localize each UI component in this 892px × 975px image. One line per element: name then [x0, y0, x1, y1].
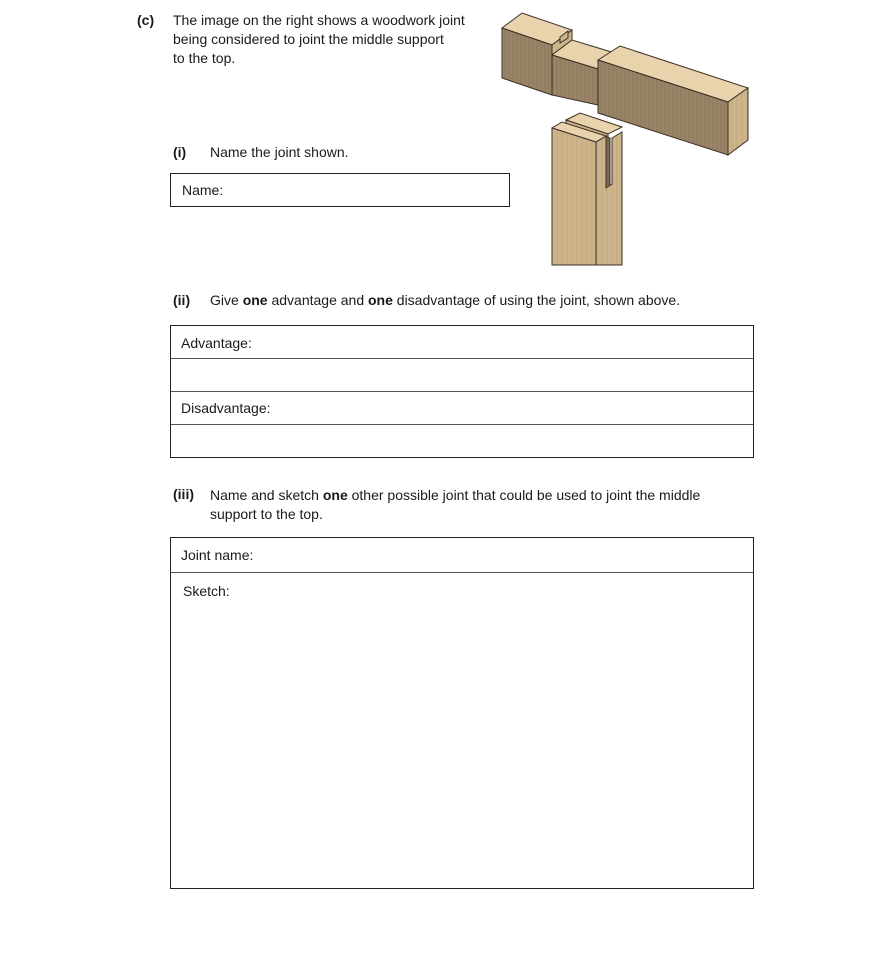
part-iii-label: (iii) [173, 486, 194, 502]
intro-line-1: The image on the right shows a woodwork joint [173, 12, 465, 28]
part-iii-question: Name and sketch one other possible joint that could be used to joint the middle support to the top. [210, 487, 701, 522]
row-divider [171, 391, 753, 392]
part-i-label: (i) [173, 144, 187, 160]
advantage-label: Advantage: [181, 335, 252, 351]
sketch-label: Sketch: [183, 583, 230, 599]
advantage-answer-row[interactable] [171, 358, 753, 391]
part-ii-question: Give one advantage and one disadvantage of using the joint, shown above. [210, 292, 681, 308]
disadvantage-answer-row[interactable] [171, 424, 753, 458]
disadvantage-label: Disadvantage: [181, 400, 271, 416]
joint-name-label: Joint name: [181, 547, 254, 563]
part-c-label: (c) [137, 12, 155, 28]
part-c-intro [173, 11, 493, 68]
sketch-area[interactable] [171, 573, 753, 888]
joint-sketch-box [170, 537, 754, 889]
part-ii-label: (ii) [173, 292, 191, 308]
wood-joint-illustration-icon [500, 10, 755, 275]
part-i-question: Name the joint shown. [210, 144, 349, 160]
intro-line-3: to the top. [173, 50, 236, 66]
intro-line-2: being considered to joint the middle support [173, 31, 444, 47]
name-answer-box[interactable] [170, 173, 510, 207]
name-label: Name: [182, 182, 224, 198]
advantage-disadvantage-table [170, 325, 754, 458]
